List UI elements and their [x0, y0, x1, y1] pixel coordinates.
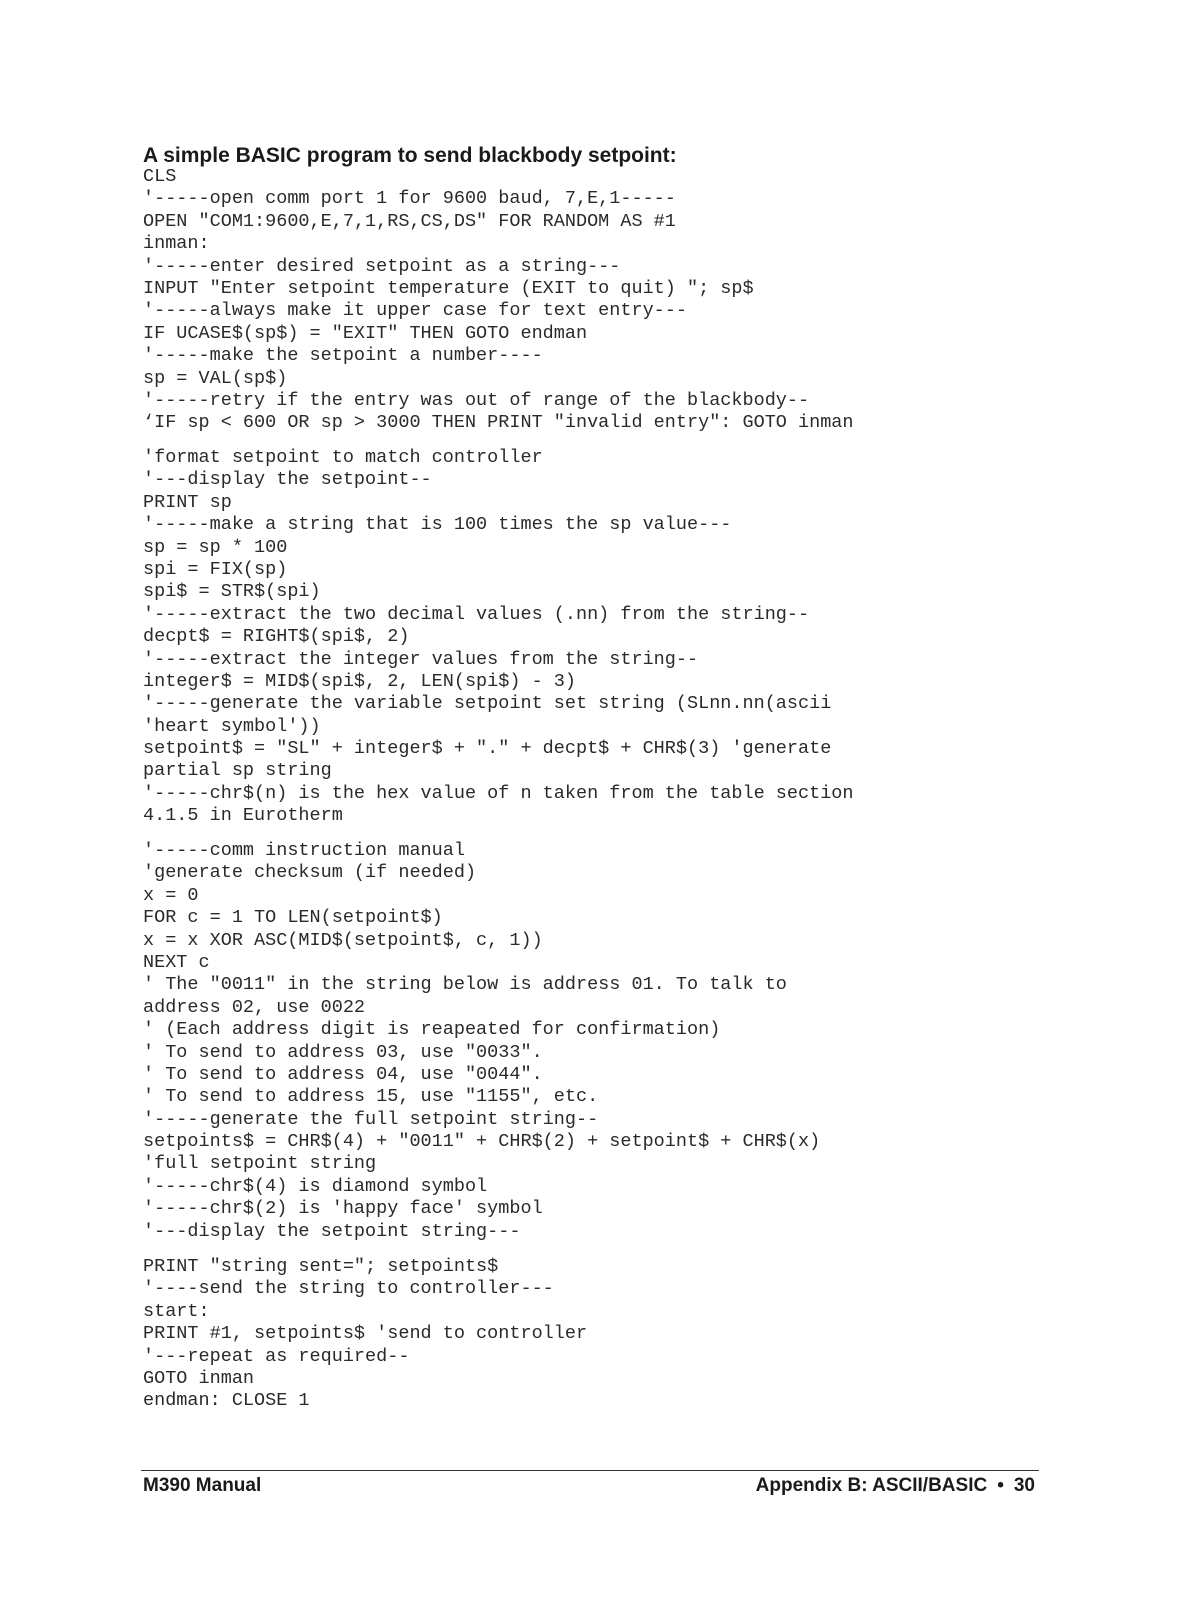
code-line: x = x XOR ASC(MID$(setpoint$, c, 1)) — [143, 929, 543, 951]
code-line: sp = sp * 100 — [143, 536, 288, 558]
code-line: '-----enter desired setpoint as a string--- — [143, 255, 621, 277]
code-line: OPEN "COM1:9600,E,7,1,RS,CS,DS" FOR RANDOM AS #1 — [143, 210, 676, 232]
code-line: ' (Each address digit is reapeated for confirmation) — [143, 1019, 721, 1041]
code-line: x = 0 — [143, 884, 199, 906]
code-line: '-----chr$(4) is diamond symbol — [143, 1175, 488, 1197]
code-line: ' To send to address 03, use "0033". — [143, 1041, 543, 1063]
code-line: ' The "0011" in the string below is address 01. To talk to — [143, 974, 787, 996]
code-line: PRINT "string sent="; setpoints$ — [143, 1256, 499, 1277]
code-line: ' To send to address 04, use "0044". — [143, 1063, 543, 1085]
code-block-3 — [143, 840, 820, 1243]
code-line: '-----always make it upper case for text entry--- — [143, 300, 687, 322]
code-line: IF UCASE$(sp$) = "EXIT" THEN GOTO endman — [143, 322, 588, 344]
code-line: '---display the setpoint string--- — [143, 1220, 521, 1242]
page-number: 30 — [1013, 1475, 1035, 1496]
code-block-1 — [143, 166, 854, 435]
code-line: '-----generate the full setpoint string-- — [143, 1108, 599, 1130]
footer-divider — [141, 1470, 1039, 1471]
code-line: endman: CLOSE 1 — [143, 1390, 310, 1412]
code-line: address 02, use 0022 — [143, 996, 366, 1018]
code-line: spi = FIX(sp) — [143, 558, 288, 580]
code-line: CLS — [143, 166, 177, 187]
code-line: '-----make the setpoint a number---- — [143, 345, 543, 367]
code-line: '-----chr$(2) is 'happy face' symbol — [143, 1198, 543, 1220]
code-line: '-----chr$(n) is the hex value of n taken from the table section — [143, 782, 854, 804]
section-heading: A simple BASIC program to send blackbody setpoint: — [143, 144, 677, 167]
code-line: NEXT c — [143, 951, 210, 973]
footer-bullet: • — [997, 1475, 1004, 1496]
code-line: 4.1.5 in Eurotherm — [143, 805, 343, 827]
code-line: '---display the setpoint-- — [143, 469, 432, 491]
code-line: '----send the string to controller--- — [143, 1278, 554, 1300]
code-line: '-----extract the integer values from the string-- — [143, 648, 699, 670]
code-line: PRINT #1, setpoints$ 'send to controller — [143, 1323, 588, 1345]
code-line: ' To send to address 15, use "1155", etc. — [143, 1086, 599, 1108]
code-block-4 — [143, 1256, 587, 1413]
code-line: 'full setpoint string — [143, 1153, 377, 1175]
code-line: sp = VAL(sp$) — [143, 367, 288, 389]
code-line: start: — [143, 1300, 210, 1322]
code-line: '-----generate the variable setpoint set string (SLnn.nn(ascii — [143, 693, 832, 715]
code-line: setpoint$ = "SL" + integer$ + "." + decpt$ + CHR$(3) 'generate — [143, 738, 832, 760]
code-line: '-----open comm port 1 for 9600 baud, 7,E,1----- — [143, 188, 676, 210]
code-block-2 — [143, 447, 854, 828]
footer-section-and-page — [756, 1474, 1035, 1498]
footer-section-title: Appendix B: ASCII/BASIC — [755, 1475, 988, 1496]
code-line: '-----retry if the entry was out of range of the blackbody-- — [143, 389, 810, 411]
code-line: inman: — [143, 233, 210, 255]
footer-manual-title: M390 Manual — [143, 1475, 262, 1496]
code-line: INPUT "Enter setpoint temperature (EXIT to quit) "; sp$ — [143, 277, 754, 299]
code-line: spi$ = STR$(spi) — [143, 581, 321, 603]
code-line: '-----comm instruction manual — [143, 840, 465, 861]
code-line: '-----extract the two decimal values (.nn) from the string-- — [143, 603, 810, 625]
code-line: partial sp string — [143, 760, 332, 782]
code-line: ‘IF sp < 600 OR sp > 3000 THEN PRINT "invalid entry": GOTO inman — [143, 412, 854, 434]
code-line: decpt$ = RIGHT$(spi$, 2) — [143, 626, 410, 648]
code-line: '---repeat as required-- — [143, 1345, 410, 1367]
code-line: PRINT sp — [143, 491, 232, 513]
code-line: '-----make a string that is 100 times the sp value--- — [143, 514, 732, 536]
code-line: 'format setpoint to match controller — [143, 447, 543, 468]
code-line: 'generate checksum (if needed) — [143, 862, 477, 884]
code-line: GOTO inman — [143, 1367, 255, 1389]
code-line: integer$ = MID$(spi$, 2, LEN(spi$) - 3) — [143, 670, 576, 692]
code-line: 'heart symbol')) — [143, 715, 321, 737]
code-line: FOR c = 1 TO LEN(setpoint$) — [143, 907, 443, 929]
code-line: setpoints$ = CHR$(4) + "0011" + CHR$(2) + setpoint$ + CHR$(x) — [143, 1131, 821, 1153]
